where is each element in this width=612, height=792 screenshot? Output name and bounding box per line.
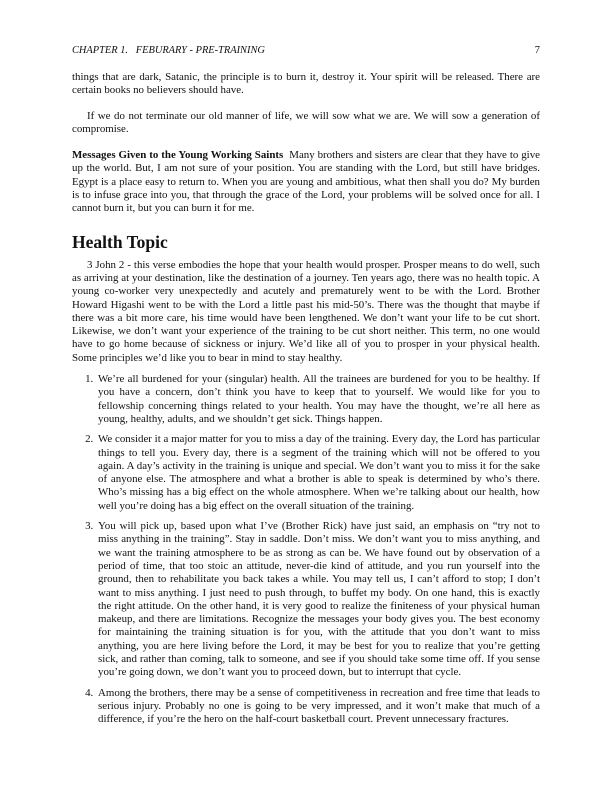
list-item: 4. Among the brothers, there may be a sense of competitiveness in recreation and free time that leads to serious injury. Probably no one is going to be very impressed, and it won’t make that much of a difference, if you’re the hero on the half-court basketball court. Prevent unnecessary fractures. [96, 687, 540, 727]
section-intro: 3 John 2 - this verse embodies the hope that your health would prosper. Prosper means to do well, such as arriving at your destination, like the destination of a journey. Ten years ago, there was no health topic. A young co-worker very unexpectedly and acutely and prematurely went to be with the Lord. Brother Howard Higashi went to be with the Lord a little past his mid-50’s. There was the thought that maybe if there was a bit more care, his time would have been lengthened. We don’t want your life to be cut short. Likewise, we don’t want your experience of the training to be cut short neither. This term, no one would have to go home because of sickness or injury. We’d like all of you to prosper in your physical health. Some principles we’d like you to bear in mind to stay healthy. [72, 258, 540, 364]
paragraph-continued: things that are dark, Satanic, the principle is to burn it, destroy it. Your spirit will be released. There are certain books no believers should have. [72, 71, 540, 97]
paragraph-compromise: If we do not terminate our old manner of life, we will sow what we are. We will sow a generation of compromise. [72, 109, 540, 135]
running-header [72, 44, 540, 57]
list-item: 2. We consider it a major matter for you to miss a day of the training. Every day, the Lord has particular things to tell you. Every day, there is a segment of the training which will not be offered to you again. A day’s activity in the training is unique and special. We don’t want you to miss it for the sake of anyone else. The atmosphere and what a brother is able to speak is determined by who’s there. Who’s missing has a big effect on the whole atmosphere. When we’re talking about our health, how well you’re doing has a big effect on the overall situation of the training. [96, 433, 540, 513]
section-title: Health Topic [72, 231, 168, 252]
list-item: 3. You will pick up, based upon what I’ve (Brother Rick) have just said, an emphasis on “try not to miss anything in the training”. Stay in saddle. Don’t miss. We don’t want you to miss anything, and we want the training atmosphere to be as strong as can be. We have found out by observation of a period of time, that too stoic an attitude, never-die kind of attitude, and you run yourself into the ground, then to rehabilitate you back takes a while. You may tell us, I can’t afford to stop; I don’t want to miss anything. I just need to push through, to buffet my body. On one hand, this is exactly the right attitude. On the other hand, it is very good to realize the finiteness of your physical human makeup, and there are limitations. Recognize the messages your body gives you. The best economy for maintaining the training situation is for you, with the attitude that you don’t want to miss anything, you are here living before the Lord, it may be best for you to realize that you’re getting sick, and rather than coming, talk to someone, and see if you should take some time off. If you sense you’re going down, we don’t want you to proceed down, but to interrupt that cycle. [96, 520, 540, 680]
paragraph-heading: Messages Given to the Young Working Saints [72, 149, 284, 162]
page-number: 7 [534, 45, 540, 56]
list-item: 1. We’re all burdened for your (singular) health. All the trainees are burdened for you to be healthy. If you have a concern, don’t think you have to keep that to yourself. We would like for you to fellowship concerning things related to your health. You may have the thought, we’re all here as young, healthy, adults, and we shouldn’t get sick. Things happen. [96, 373, 540, 426]
principles-list [72, 373, 540, 726]
running-title: CHAPTER 1. FEBURARY - PRE-TRAINING [72, 45, 265, 56]
paragraph-body: Many brothers and sisters are clear that they have to give up the world. But, I am not sure of your position. You are standing with the Lord, but still have bridges. Egypt is a place easy to return to. When you are young and ambitious, what then shall you do? My burden is to infuse grace into you, that through the grace of the Lord, your problems will be solved once for all. I cannot burn it, but you can burn it for me. [72, 149, 540, 215]
document-page [72, 44, 540, 733]
paragraph-young-working-saints [72, 149, 540, 215]
